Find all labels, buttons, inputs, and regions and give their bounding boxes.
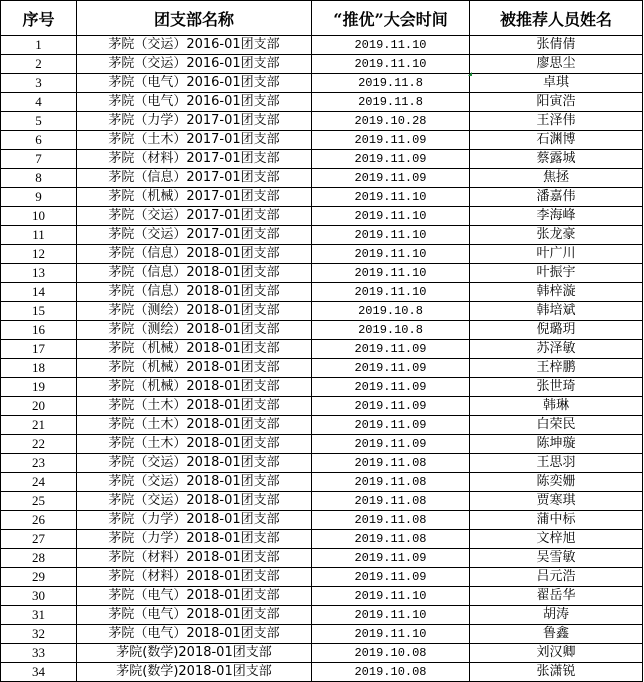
row-index-cell[interactable]: 8 <box>1 169 77 188</box>
nominee-name-cell[interactable]: 陈坤璇 <box>470 435 643 454</box>
branch-name-cell[interactable]: 茅院（材料）2018-01团支部 <box>77 568 312 587</box>
meeting-date-cell[interactable]: 2019.11.10 <box>312 36 470 55</box>
branch-name-cell[interactable]: 茅院（机械）2018-01团支部 <box>77 340 312 359</box>
branch-name-cell[interactable]: 茅院（力学）2017-01团支部 <box>77 112 312 131</box>
meeting-date-cell[interactable]: 2019.11.8 <box>312 74 470 93</box>
nominee-name-cell[interactable]: 张倩倩 <box>470 36 643 55</box>
branch-name-cell[interactable]: 茅院（力学）2018-01团支部 <box>77 511 312 530</box>
table-row <box>1 625 643 644</box>
branch-name-cell[interactable]: 茅院（材料）2018-01团支部 <box>77 549 312 568</box>
branch-name-cell[interactable]: 茅院（信息）2018-01团支部 <box>77 283 312 302</box>
row-index-cell[interactable]: 5 <box>1 112 77 131</box>
meeting-date-cell[interactable]: 2019.11.09 <box>312 549 470 568</box>
nominee-name-cell[interactable]: 潘嘉伟 <box>470 188 643 207</box>
nominee-name-cell[interactable]: 陈奕姗 <box>470 473 643 492</box>
branch-name-cell[interactable]: 茅院（交运）2017-01团支部 <box>77 207 312 226</box>
nominee-name-cell[interactable]: 张世琦 <box>470 378 643 397</box>
table-row <box>1 397 643 416</box>
row-index-cell[interactable]: 10 <box>1 207 77 226</box>
branch-name-cell[interactable]: 茅院（力学）2018-01团支部 <box>77 530 312 549</box>
table-row <box>1 226 643 245</box>
meeting-date-cell[interactable]: 2019.11.08 <box>312 511 470 530</box>
row-index-cell[interactable]: 27 <box>1 530 77 549</box>
table-row <box>1 131 643 150</box>
meeting-date-cell[interactable]: 2019.11.09 <box>312 397 470 416</box>
table-row <box>1 606 643 625</box>
row-index-cell[interactable]: 29 <box>1 568 77 587</box>
nominee-name-cell[interactable]: 刘汉卿 <box>470 644 643 663</box>
table-row <box>1 245 643 264</box>
nominee-name-cell[interactable]: 叶振宇 <box>470 264 643 283</box>
table-row <box>1 644 643 663</box>
row-index-cell[interactable]: 28 <box>1 549 77 568</box>
table-row <box>1 302 643 321</box>
meeting-date-cell[interactable]: 2019.11.09 <box>312 340 470 359</box>
table-row <box>1 416 643 435</box>
meeting-date-cell[interactable]: 2019.11.10 <box>312 226 470 245</box>
table-row <box>1 454 643 473</box>
table-row <box>1 207 643 226</box>
row-index-cell[interactable]: 13 <box>1 264 77 283</box>
row-index-cell[interactable]: 22 <box>1 435 77 454</box>
table-row <box>1 55 643 74</box>
meeting-date-cell[interactable]: 2019.10.8 <box>312 302 470 321</box>
table-row <box>1 150 643 169</box>
row-index-cell[interactable]: 4 <box>1 93 77 112</box>
row-index-cell[interactable]: 20 <box>1 397 77 416</box>
row-index-cell[interactable]: 30 <box>1 587 77 606</box>
row-index-cell[interactable]: 26 <box>1 511 77 530</box>
meeting-date-cell[interactable]: 2019.11.10 <box>312 625 470 644</box>
table-row <box>1 283 643 302</box>
row-index-cell[interactable]: 31 <box>1 606 77 625</box>
row-index-cell[interactable]: 19 <box>1 378 77 397</box>
table-row <box>1 473 643 492</box>
branch-name-cell[interactable]: 茅院(数学)2018-01团支部 <box>77 663 312 682</box>
branch-name-cell[interactable]: 茅院（信息）2018-01团支部 <box>77 245 312 264</box>
row-index-cell[interactable]: 2 <box>1 55 77 74</box>
branch-name-cell[interactable]: 茅院（土木）2017-01团支部 <box>77 131 312 150</box>
meeting-date-cell[interactable]: 2019.11.08 <box>312 530 470 549</box>
row-index-cell[interactable]: 18 <box>1 359 77 378</box>
nominee-name-cell[interactable]: 翟岳华 <box>470 587 643 606</box>
meeting-date-cell[interactable]: 2019.11.10 <box>312 55 470 74</box>
branch-name-cell[interactable]: 茅院（土木）2018-01团支部 <box>77 435 312 454</box>
row-index-cell[interactable]: 25 <box>1 492 77 511</box>
meeting-date-cell[interactable]: 2019.10.08 <box>312 663 470 682</box>
branch-name-cell[interactable]: 茅院（材料）2017-01团支部 <box>77 150 312 169</box>
row-index-cell[interactable]: 16 <box>1 321 77 340</box>
nominee-name-cell[interactable]: 韩培斌 <box>470 302 643 321</box>
nominee-name-cell[interactable]: 吕元浩 <box>470 568 643 587</box>
table-row <box>1 112 643 131</box>
nominee-name-cell[interactable]: 阳寅浩 <box>470 93 643 112</box>
meeting-date-cell[interactable]: 2019.11.08 <box>312 492 470 511</box>
nominee-name-cell[interactable]: 白荣民 <box>470 416 643 435</box>
branch-name-cell[interactable]: 茅院（交运）2018-01团支部 <box>77 492 312 511</box>
header-date[interactable]: “推优”大会时间 <box>312 1 470 36</box>
table-row <box>1 530 643 549</box>
branch-name-cell[interactable]: 茅院（机械）2017-01团支部 <box>77 188 312 207</box>
meeting-date-cell[interactable]: 2019.11.10 <box>312 188 470 207</box>
nominee-name-cell[interactable]: 蔡露城 <box>470 150 643 169</box>
nominee-name-cell[interactable]: 蒲中标 <box>470 511 643 530</box>
row-index-cell[interactable]: 7 <box>1 150 77 169</box>
nominee-name-cell[interactable]: 卓琪 <box>470 74 643 93</box>
nominee-name-cell[interactable]: 石渊博 <box>470 131 643 150</box>
meeting-date-cell[interactable]: 2019.10.08 <box>312 644 470 663</box>
branch-name-cell[interactable]: 茅院（信息）2017-01团支部 <box>77 169 312 188</box>
meeting-date-cell[interactable]: 2019.10.28 <box>312 112 470 131</box>
branch-name-cell[interactable]: 茅院(数学)2018-01团支部 <box>77 644 312 663</box>
branch-name-cell[interactable]: 茅院（土木）2018-01团支部 <box>77 397 312 416</box>
meeting-date-cell[interactable]: 2019.11.08 <box>312 454 470 473</box>
row-index-cell[interactable]: 15 <box>1 302 77 321</box>
table-row <box>1 74 643 93</box>
branch-name-cell[interactable]: 茅院（测绘）2018-01团支部 <box>77 321 312 340</box>
row-index-cell[interactable]: 34 <box>1 663 77 682</box>
row-index-cell[interactable]: 9 <box>1 188 77 207</box>
table-row <box>1 549 643 568</box>
nominee-name-cell[interactable]: 鲁鑫 <box>470 625 643 644</box>
meeting-date-cell[interactable]: 2019.11.09 <box>312 435 470 454</box>
row-index-cell[interactable]: 12 <box>1 245 77 264</box>
branch-name-cell[interactable]: 茅院（土木）2018-01团支部 <box>77 416 312 435</box>
meeting-date-cell[interactable]: 2019.11.10 <box>312 606 470 625</box>
branch-name-cell[interactable]: 茅院（电气）2018-01团支部 <box>77 625 312 644</box>
table-row <box>1 188 643 207</box>
nominee-name-cell[interactable]: 文梓旭 <box>470 530 643 549</box>
meeting-date-cell[interactable]: 2019.11.09 <box>312 378 470 397</box>
meeting-date-cell[interactable]: 2019.11.10 <box>312 207 470 226</box>
table-row <box>1 663 643 682</box>
nominee-name-cell[interactable]: 廖思尘 <box>470 55 643 74</box>
row-index-cell[interactable]: 17 <box>1 340 77 359</box>
meeting-date-cell[interactable]: 2019.11.09 <box>312 568 470 587</box>
nominee-name-cell[interactable]: 倪璐玥 <box>470 321 643 340</box>
table-row <box>1 568 643 587</box>
table-row <box>1 340 643 359</box>
meeting-date-cell[interactable]: 2019.11.10 <box>312 264 470 283</box>
row-index-cell[interactable]: 32 <box>1 625 77 644</box>
nominee-name-cell[interactable]: 胡涛 <box>470 606 643 625</box>
table-row <box>1 264 643 283</box>
branch-name-cell[interactable]: 茅院（测绘）2018-01团支部 <box>77 302 312 321</box>
meeting-date-cell[interactable]: 2019.11.10 <box>312 587 470 606</box>
branch-name-cell[interactable]: 茅院（交运）2018-01团支部 <box>77 473 312 492</box>
nominee-name-cell[interactable]: 王梓鹏 <box>470 359 643 378</box>
nominee-name-cell[interactable]: 苏泽敏 <box>470 340 643 359</box>
table-row <box>1 321 643 340</box>
nominee-name-cell[interactable]: 韩梓漩 <box>470 283 643 302</box>
nominee-name-cell[interactable]: 张潇锐 <box>470 663 643 682</box>
branch-name-cell[interactable]: 茅院（电气）2016-01团支部 <box>77 74 312 93</box>
table-row <box>1 435 643 454</box>
table-row <box>1 93 643 112</box>
header-branch[interactable]: 团支部名称 <box>77 1 312 36</box>
row-index-cell[interactable]: 11 <box>1 226 77 245</box>
nominee-name-cell[interactable]: 贾寒琪 <box>470 492 643 511</box>
branch-name-cell[interactable]: 茅院（交运）2016-01团支部 <box>77 55 312 74</box>
header-row <box>1 1 643 36</box>
table-row <box>1 511 643 530</box>
branch-name-cell[interactable]: 茅院（机械）2018-01团支部 <box>77 378 312 397</box>
header-index[interactable]: 序号 <box>1 1 77 36</box>
meeting-date-cell[interactable]: 2019.11.09 <box>312 169 470 188</box>
meeting-date-cell[interactable]: 2019.11.09 <box>312 150 470 169</box>
nominee-name-cell[interactable]: 叶广川 <box>470 245 643 264</box>
meeting-date-cell[interactable]: 2019.11.09 <box>312 131 470 150</box>
branch-name-cell[interactable]: 茅院（交运）2016-01团支部 <box>77 36 312 55</box>
branch-name-cell[interactable]: 茅院（交运）2017-01团支部 <box>77 226 312 245</box>
row-index-cell[interactable]: 6 <box>1 131 77 150</box>
meeting-date-cell[interactable]: 2019.11.08 <box>312 473 470 492</box>
branch-name-cell[interactable]: 茅院（信息）2018-01团支部 <box>77 264 312 283</box>
table-row <box>1 36 643 55</box>
nominee-name-cell[interactable]: 吴雪敏 <box>470 549 643 568</box>
row-index-cell[interactable]: 33 <box>1 644 77 663</box>
nominee-name-cell[interactable]: 焦拯 <box>470 169 643 188</box>
meeting-date-cell[interactable]: 2019.11.10 <box>312 245 470 264</box>
row-index-cell[interactable]: 3 <box>1 74 77 93</box>
header-name[interactable]: 被推荐人员姓名 <box>470 1 643 36</box>
branch-name-cell[interactable]: 茅院（电气）2016-01团支部 <box>77 93 312 112</box>
meeting-date-cell[interactable]: 2019.11.8 <box>312 93 470 112</box>
nominee-name-cell[interactable]: 王思羽 <box>470 454 643 473</box>
row-index-cell[interactable]: 1 <box>1 36 77 55</box>
row-index-cell[interactable]: 14 <box>1 283 77 302</box>
nominee-name-cell[interactable]: 韩琳 <box>470 397 643 416</box>
table-row <box>1 169 643 188</box>
row-index-cell[interactable]: 24 <box>1 473 77 492</box>
table-row <box>1 378 643 397</box>
branch-name-cell[interactable]: 茅院（电气）2018-01团支部 <box>77 587 312 606</box>
meeting-date-cell[interactable]: 2019.10.8 <box>312 321 470 340</box>
meeting-date-cell[interactable]: 2019.11.09 <box>312 416 470 435</box>
meeting-date-cell[interactable]: 2019.11.10 <box>312 283 470 302</box>
cell-marker-icon <box>468 72 472 76</box>
table-row <box>1 359 643 378</box>
meeting-date-cell[interactable]: 2019.11.09 <box>312 359 470 378</box>
row-index-cell[interactable]: 21 <box>1 416 77 435</box>
nominee-name-cell[interactable]: 李海峰 <box>470 207 643 226</box>
row-index-cell[interactable]: 23 <box>1 454 77 473</box>
nominee-name-cell[interactable]: 王泽伟 <box>470 112 643 131</box>
table-row <box>1 587 643 606</box>
nominee-name-cell[interactable]: 张龙豪 <box>470 226 643 245</box>
branch-name-cell[interactable]: 茅院（机械）2018-01团支部 <box>77 359 312 378</box>
branch-name-cell[interactable]: 茅院（电气）2018-01团支部 <box>77 606 312 625</box>
branch-name-cell[interactable]: 茅院（交运）2018-01团支部 <box>77 454 312 473</box>
table-row <box>1 492 643 511</box>
